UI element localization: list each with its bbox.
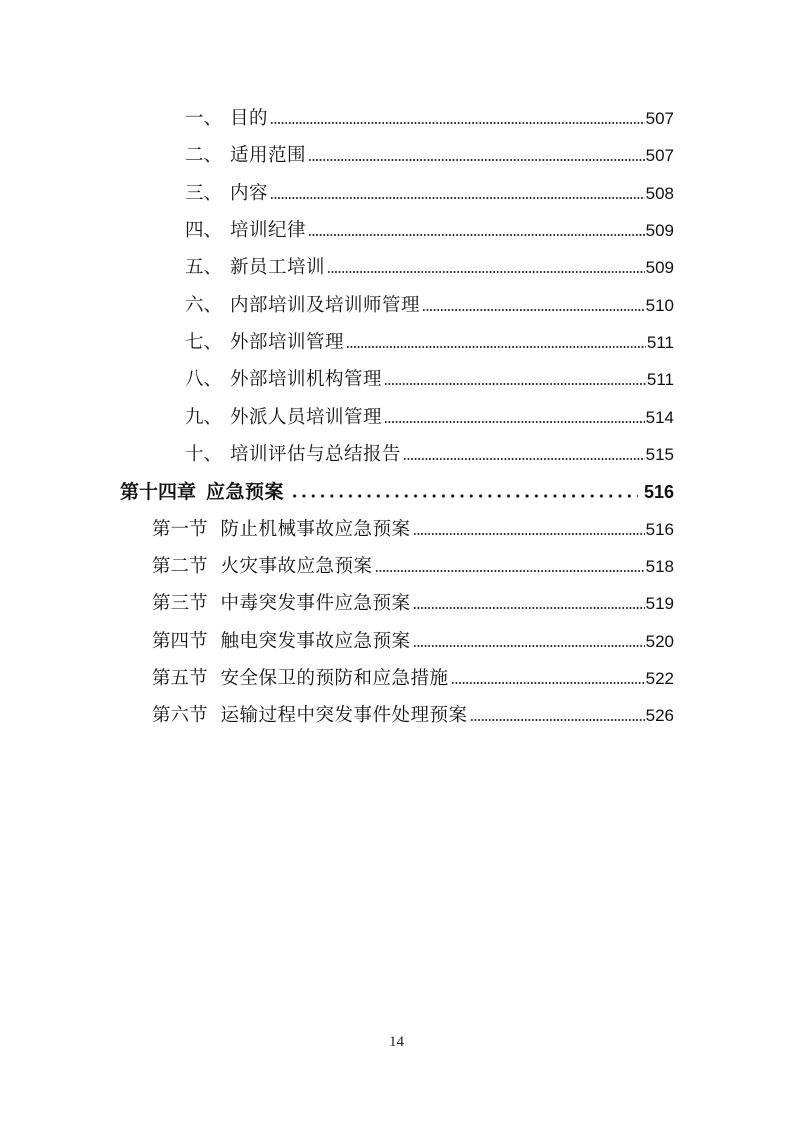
dot-leader [375, 569, 645, 573]
toc-chapter-page: 516 [643, 482, 674, 502]
dot-leader [384, 382, 646, 386]
toc-entry-number: 五、 [185, 257, 223, 278]
toc-entry[interactable] [185, 367, 674, 393]
dot-leader [270, 121, 645, 125]
toc-entry[interactable] [185, 442, 674, 468]
toc-entry-page: 511 [646, 333, 674, 352]
dot-leader [327, 270, 645, 274]
toc-entry[interactable] [185, 181, 674, 207]
toc-entry-number: 三、 [185, 183, 223, 204]
toc-entry-title: 火灾事故应急预案 [220, 556, 373, 577]
dot-leader [413, 532, 645, 536]
toc-chapter-title: 应急预案 [206, 481, 285, 503]
toc-entry-title: 外部培训管理 [230, 332, 345, 353]
toc-entry[interactable] [185, 143, 674, 169]
toc-entry-number: 第一节 [152, 519, 208, 540]
toc-entry-page: 507 [645, 146, 674, 165]
toc-entry-number: 第四节 [152, 631, 208, 652]
dot-leader [413, 606, 645, 610]
toc-entry[interactable] [185, 218, 674, 244]
toc-entry-page: 507 [645, 109, 674, 128]
toc-entry-page: 518 [645, 557, 674, 576]
toc-entry[interactable] [152, 591, 674, 617]
toc-entry-number: 一、 [185, 108, 223, 129]
dot-leader [413, 644, 645, 648]
toc-entry-title: 目的 [230, 108, 269, 129]
toc-entry-page: 516 [645, 520, 674, 539]
dot-leader [384, 420, 645, 424]
toc-entry-page: 520 [645, 632, 674, 651]
toc-entry-number: 第三节 [152, 593, 208, 614]
toc-entry[interactable] [152, 629, 674, 655]
toc-entry-page: 511 [646, 370, 674, 389]
dot-leader [346, 345, 646, 349]
dot-leader [308, 158, 645, 162]
toc-entry-title: 防止机械事故应急预案 [220, 519, 411, 540]
toc-entry-number: 第二节 [152, 556, 208, 577]
dot-leader [403, 457, 645, 461]
toc-entry-number: 七、 [185, 332, 223, 353]
dot-leader [308, 233, 645, 237]
toc-entry[interactable] [152, 554, 674, 580]
toc-entry-title: 运输过程中突发事件处理预案 [220, 705, 468, 726]
toc-entry-page: 526 [645, 706, 674, 725]
toc-entry-number: 九、 [185, 407, 223, 428]
page-number: 14 [389, 1034, 404, 1050]
toc-entry[interactable] [152, 703, 674, 729]
dot-leader [270, 196, 645, 200]
toc-entry-title: 中毒突发事件应急预案 [220, 593, 411, 614]
dot-leader [422, 308, 645, 312]
toc-entry-page: 519 [645, 594, 674, 613]
toc-entry-title: 内部培训及培训师管理 [230, 295, 421, 316]
toc-entry-title: 安全保卫的预防和应急措施 [220, 668, 449, 689]
toc-entry-title: 培训评估与总结报告 [230, 444, 402, 465]
toc-entry-number: 六、 [185, 295, 223, 316]
toc-entry-title: 触电突发事故应急预案 [220, 631, 411, 652]
toc-entry[interactable] [185, 330, 674, 356]
dot-leader [290, 494, 638, 498]
toc-entry-page: 522 [645, 669, 674, 688]
toc-entry-page: 510 [645, 296, 674, 315]
toc-entry-number: 四、 [185, 220, 223, 241]
toc-entry[interactable] [185, 106, 674, 132]
toc-entry[interactable] [152, 517, 674, 543]
dot-leader [470, 718, 645, 722]
toc-entry-page: 509 [645, 221, 674, 240]
toc-chapter-number: 第十四章 [120, 481, 197, 503]
toc-entry-title: 外派人员培训管理 [230, 407, 383, 428]
toc-entry-page: 509 [645, 258, 674, 277]
toc-entry-title: 适用范围 [230, 145, 307, 166]
dot-leader [451, 681, 645, 685]
toc-chapter-entry[interactable] [120, 479, 674, 505]
toc-entry-number: 二、 [185, 145, 223, 166]
toc-entry-number: 八、 [185, 369, 223, 390]
toc-entry-title: 新员工培训 [230, 257, 326, 278]
toc-entry[interactable] [185, 405, 674, 431]
toc-entry-title: 培训纪律 [230, 220, 307, 241]
toc-entry-number: 十、 [185, 444, 223, 465]
toc-entry[interactable] [152, 666, 674, 692]
toc-entry-title: 内容 [230, 183, 269, 204]
toc-entry-number: 第六节 [152, 705, 208, 726]
toc-entry-page: 508 [645, 184, 674, 203]
toc-entry-page: 514 [645, 408, 674, 427]
toc-entry-page: 515 [645, 445, 674, 464]
toc-entry[interactable] [185, 293, 674, 319]
toc-entry-title: 外部培训机构管理 [230, 369, 383, 390]
toc-entry[interactable] [185, 255, 674, 281]
toc-entry-number: 第五节 [152, 668, 208, 689]
